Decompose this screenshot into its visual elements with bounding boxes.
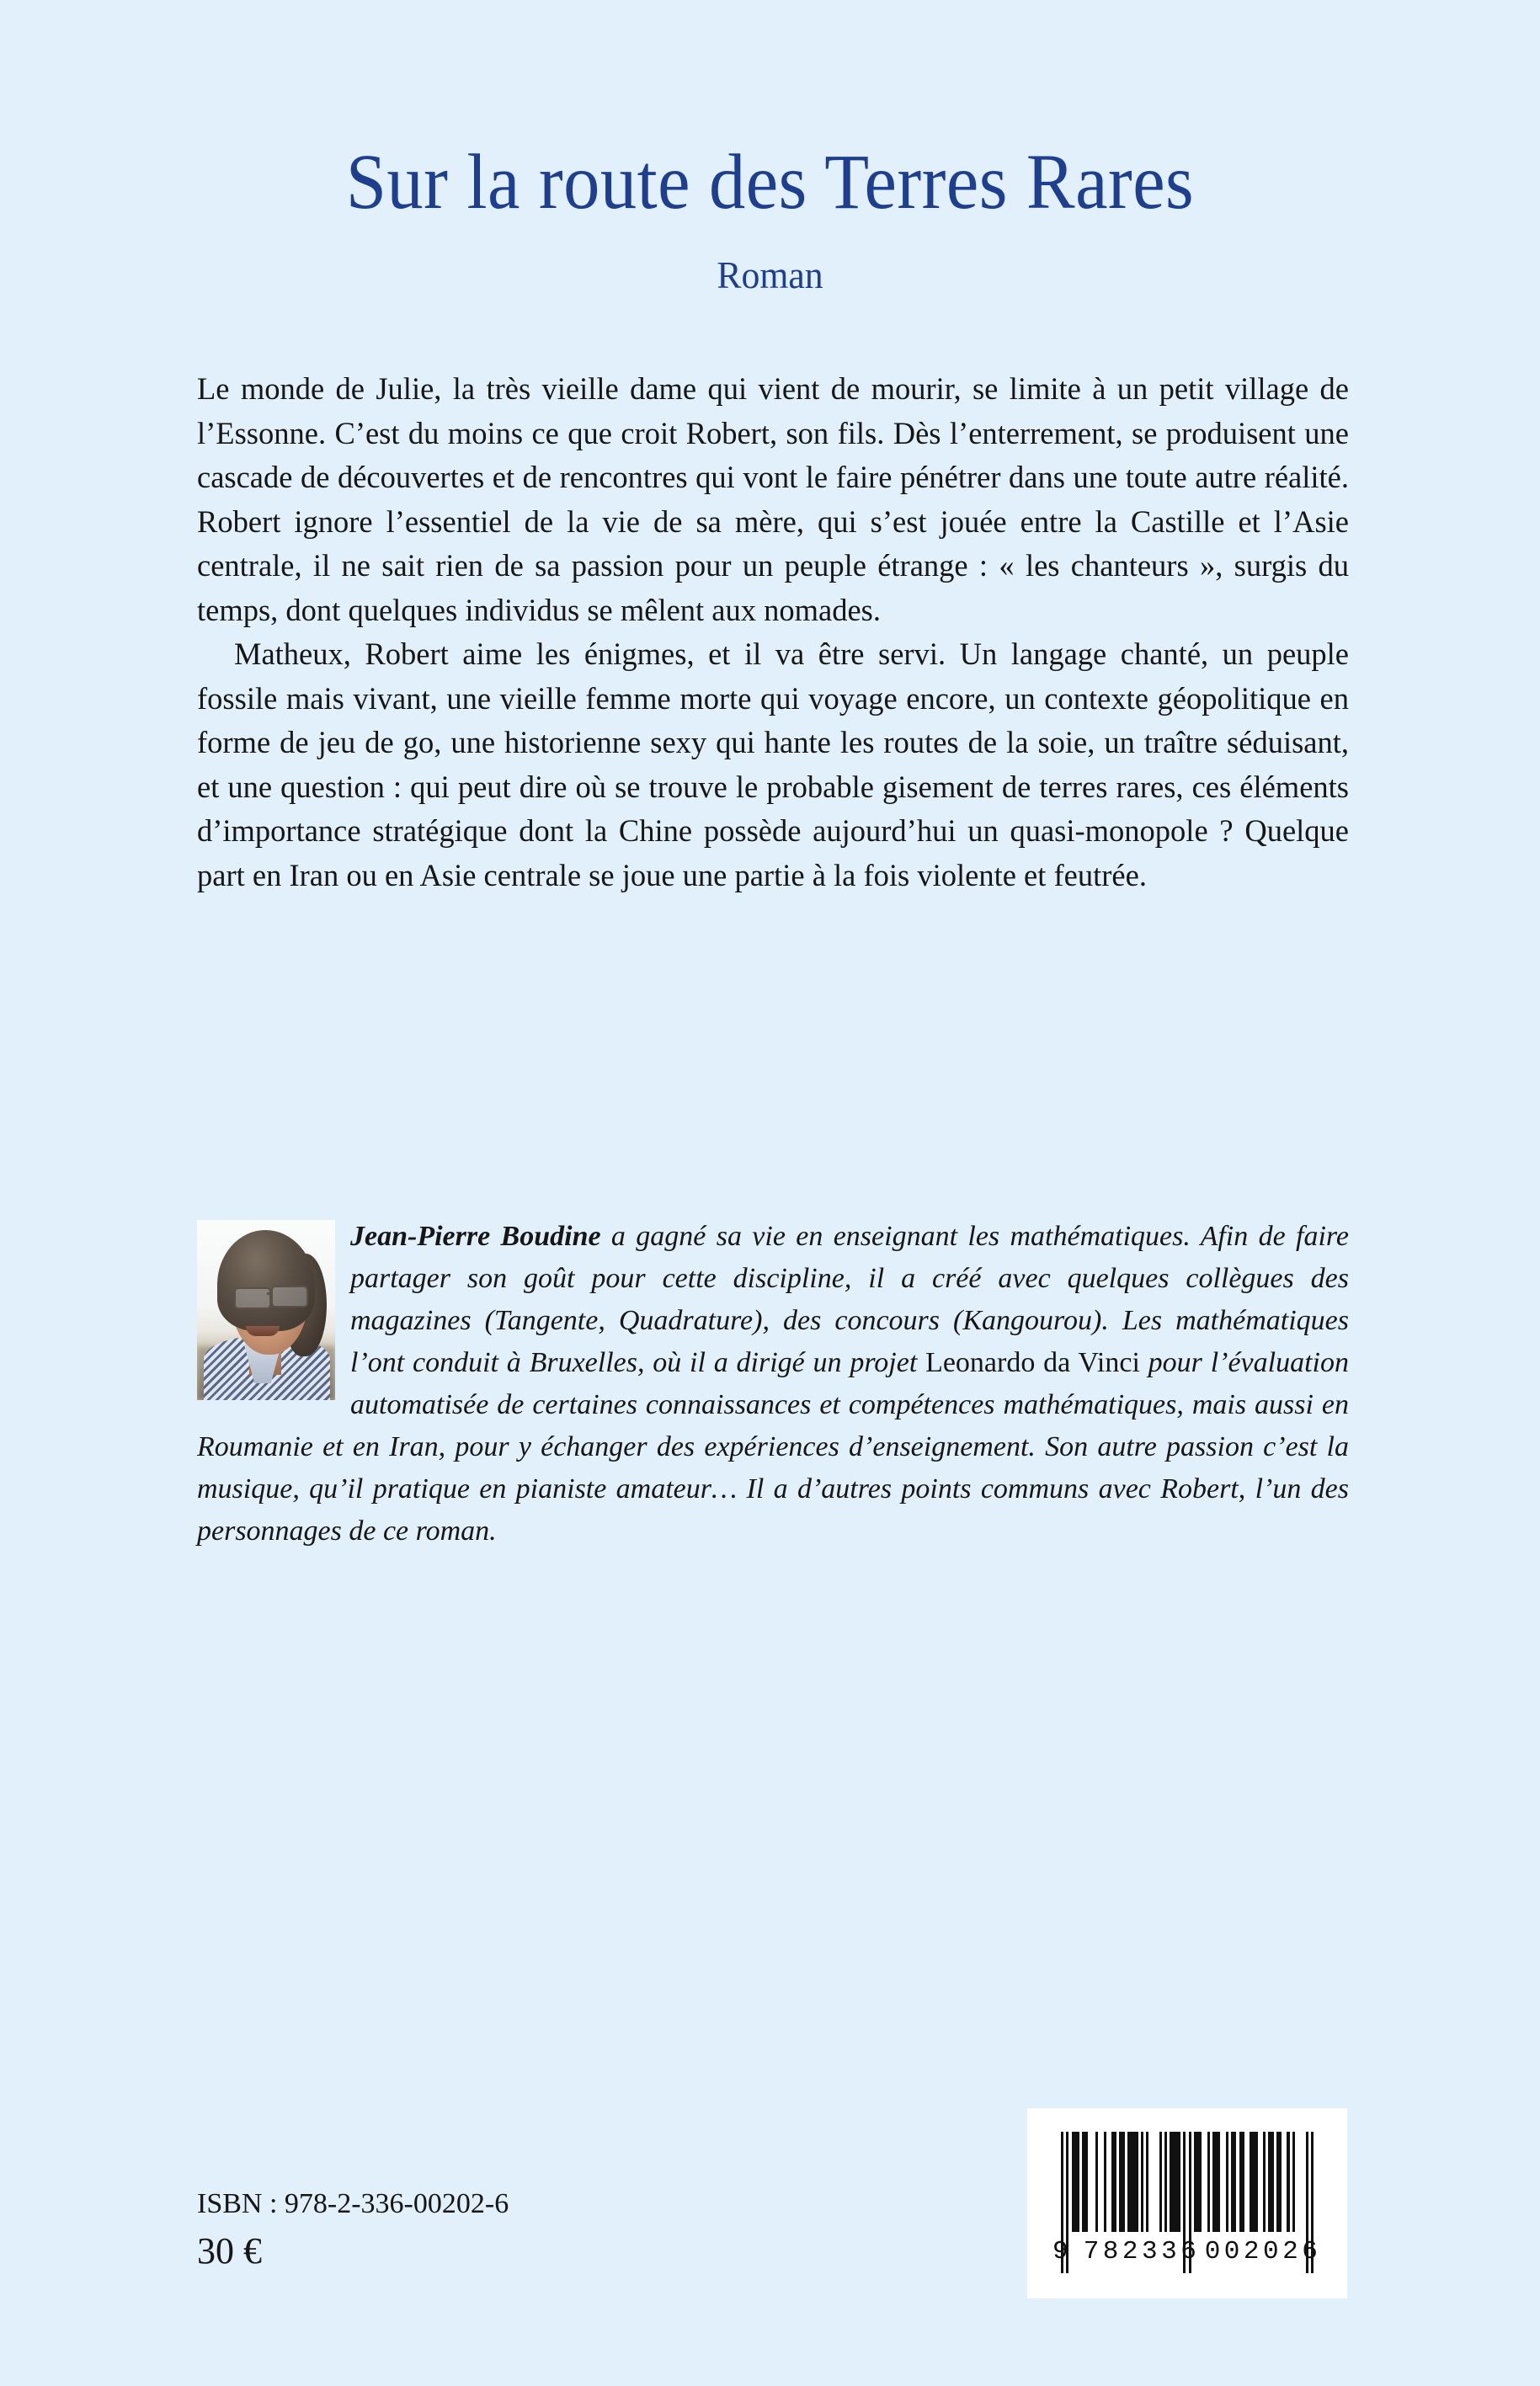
barcode-bar <box>1207 2132 1210 2232</box>
photo-glasses-bridge <box>267 1292 273 1295</box>
bio-project-name: Leonardo da Vinci <box>925 1347 1140 1378</box>
barcode-bar <box>1119 2132 1124 2232</box>
barcode-bars <box>1061 2132 1314 2251</box>
barcode-bar <box>1194 2132 1202 2232</box>
barcode-digits-left: 782336 <box>1083 2236 1201 2266</box>
barcode-bar <box>1276 2132 1282 2232</box>
barcode-bar <box>1212 2132 1220 2232</box>
barcode-digits <box>1052 2234 1324 2268</box>
price-text: 30 € <box>197 2230 262 2271</box>
barcode-bar <box>1104 2132 1106 2232</box>
barcode-bar <box>1268 2132 1273 2232</box>
bio-text-part-1: a gagné sa vie en enseignant les mathématiques. Afin de faire partager son goût pour cette discipline, il a créé avec quelques collègues des magazines (Tangente, Quadrature), des concours (Kangourou). Les mathématiques l’ont conduit à Bruxelles, où il a dirigé un projet <box>350 1221 1349 1378</box>
barcode-bar <box>1287 2132 1289 2232</box>
barcode-bar <box>1082 2132 1087 2232</box>
bio-paragraph <box>197 1216 1349 1552</box>
barcode-bar <box>1170 2132 1180 2232</box>
barcode-bar <box>1231 2132 1236 2232</box>
barcode-bar <box>1095 2132 1098 2232</box>
bio-text-part-2: pour l’évaluation automatisée de certaines connaissances et compétences mathématiques, mais aussi en Roumanie et en Iran, pour y échanger des expériences d’enseignement. Son autre passion c’est la musique, qu’il pratique en pianiste amateur… Il a d’autres points communs avec Robert, l’un des personnages de ce roman. <box>197 1347 1349 1547</box>
page-title: Sur la route des Terres Rares <box>345 139 1195 226</box>
barcode-bar <box>1292 2132 1295 2232</box>
barcode-bar <box>1159 2132 1162 2232</box>
barcode-bar <box>1263 2132 1266 2232</box>
author-photo <box>197 1220 335 1400</box>
barcode-bar <box>1141 2132 1143 2232</box>
author-name: Jean-Pierre Boudine <box>350 1221 601 1252</box>
isbn-text: ISBN : 978-2-336-00202-6 <box>197 2188 509 2219</box>
isbn-block <box>197 2186 509 2275</box>
title-block <box>0 141 1540 297</box>
book-subtitle: Roman <box>717 253 823 296</box>
blurb-text <box>197 367 1349 897</box>
blurb-paragraph-2: Matheux, Robert aime les énigmes, et il va être servi. Un langage chanté, un peuple fossile mais vivant, une vieille femme morte qui voyage encore, un contexte géopolitique en forme de jeu de go, une historienne sexy qui hante les routes de la soie, un traître séduisant, et une question : qui peut dire où se trouve le probable gisement de terres rares, ces éléments d’importance stratégique dont la Chine possède aujourd’hui un quasi-monopole ? Quelque part en Iran ou en Asie centrale se joue une partie à la fois violente et feutrée. <box>197 636 1349 892</box>
barcode-bar <box>1226 2132 1228 2232</box>
photo-glasses-right-lens <box>271 1286 308 1308</box>
photo-mouth <box>246 1326 280 1336</box>
author-bio <box>197 1216 1349 1552</box>
barcode-bar <box>1239 2132 1244 2232</box>
blurb-paragraph-1: Le monde de Julie, la très vieille dame qui vient de mourir, se limite à un petit village de l’Essonne. C’est du moins ce que croit Robert, son fils. Dès l’enterrement, se produisent une cascade de découvertes et de rencontres qui vont le faire pénétrer dans une toute autre réalité. Robert ignore l’essentiel de la vie de sa mère, qui s’est jouée entre la Castille et l’Asie centrale, il ne sait rien de sa passion pour un peuple étrange : « les chanteurs », surgis du temps, dont quelques individus se mêlent aux nomades. <box>197 371 1349 627</box>
barcode-bar <box>1250 2132 1257 2232</box>
barcode-bar <box>1111 2132 1116 2232</box>
barcode-bar <box>1164 2132 1167 2232</box>
barcode-bar <box>1072 2132 1079 2232</box>
barcode <box>1027 2108 1347 2298</box>
photo-glasses-left-lens <box>234 1287 271 1309</box>
barcode-digits-right: 002026 <box>1204 2236 1322 2266</box>
barcode-bar <box>1146 2132 1148 2232</box>
barcode-bar <box>1127 2132 1138 2232</box>
barcode-digit-lead: 9 <box>1052 2236 1073 2266</box>
